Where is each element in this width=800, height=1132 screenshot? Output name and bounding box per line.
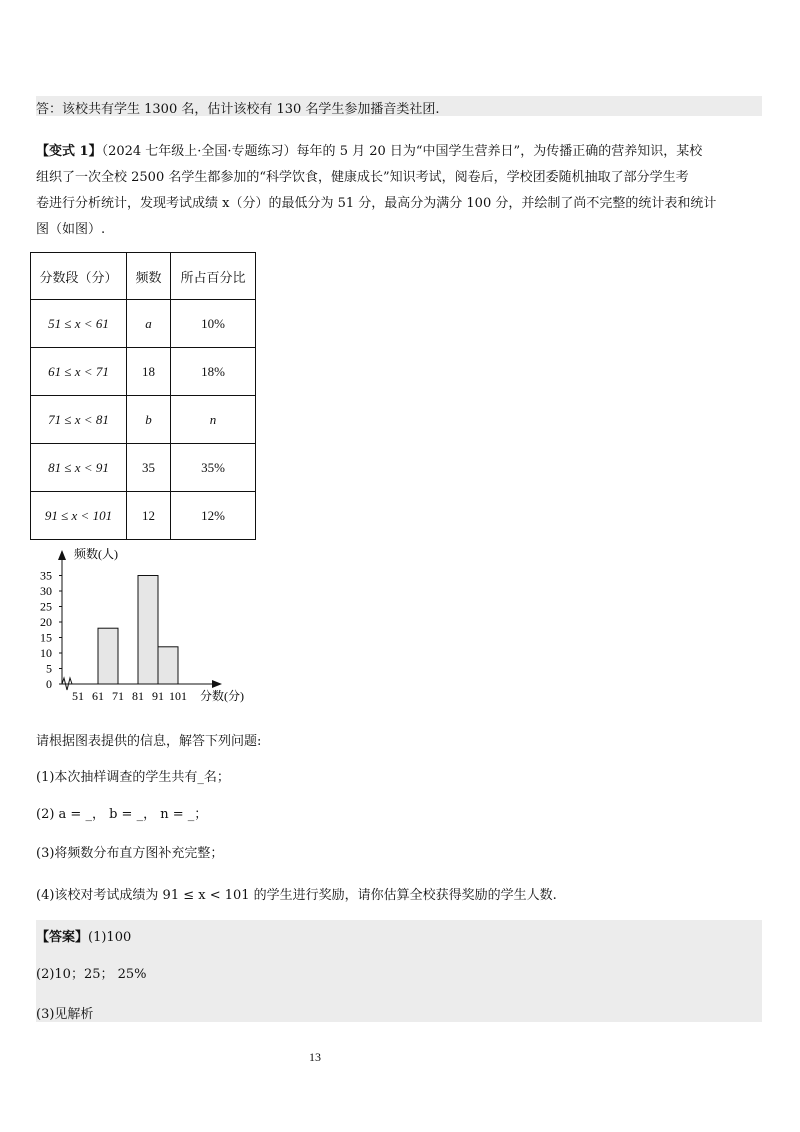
answer-3: (3)见解析 [36,1007,94,1022]
y-tick-label: 35 [40,568,52,583]
prompt-text: 请根据图表提供的信息，解答下列问题: [36,734,262,749]
y-tick-label: 0 [46,677,52,691]
x-tick-label: 51 [72,689,84,703]
answer-1: (1)100 [88,930,132,945]
y-tick-label: 20 [40,615,52,629]
y-tick-label: 25 [40,599,52,614]
frequency-histogram [30,548,270,708]
table-cell: 18 [127,348,171,396]
bars [98,576,178,685]
y-axis-label: 频数(人) [74,548,118,561]
table-row [31,492,256,540]
answer-line-1 [36,926,131,945]
table-header-row [31,253,256,300]
variant-text-1: （2024 七年级上·全国·专题练习）每年的 5 月 20 日为“中国学生营养日”，为传播正确的营养知识，某校 [101,144,703,159]
table-cell: 18% [171,348,256,396]
table-cell: a [127,300,171,348]
variant-line-4: 图（如图）. [36,222,106,237]
table-cell: 71 ≤ x < 81 [31,396,127,444]
variant-line-2: 组织了一次全校 2500 名学生都参加的“科学饮食，健康成长”知识考试，阅卷后，学校团委随机抽取了部分学生考 [36,170,689,185]
table-cell: 12 [127,492,171,540]
x-tick-label: 71 [112,689,124,703]
table-row [31,396,256,444]
y-tick-label: 10 [40,646,52,660]
table-row [31,348,256,396]
table-cell: 12% [171,492,256,540]
question-1: (1)本次抽样调查的学生共有_名； [36,770,230,785]
question-4: (4)该校对考试成绩为 91 ≤ x < 101 的学生进行奖励，请你估算全校获得奖励的学生人数. [36,888,557,903]
variant-line-3: 卷进行分析统计，发现考试成绩 x（分）的最低分为 51 分，最高分为满分 100 分，并绘制了尚不完整的统计表和统计 [36,196,717,211]
histogram-bar [98,628,118,684]
prev-answer: 答：该校共有学生 1300 名，估计该校有 130 名学生参加播音类社团. [36,102,440,117]
histogram-bar [138,576,158,685]
header-cell: 分数段（分） [31,253,127,300]
table-cell: 10% [171,300,256,348]
table-cell: 35% [171,444,256,492]
stats-table [30,252,256,540]
y-tick-label: 5 [46,661,52,676]
header-cell: 所占百分比 [171,253,256,300]
x-tick-label: 81 [132,689,144,703]
x-tick-label: 91 [152,689,164,703]
table-cell: 61 ≤ x < 71 [31,348,127,396]
y-axis-arrow [58,550,66,560]
table-cell: 91 ≤ x < 101 [31,492,127,540]
answer-tag: 【答案】 [36,930,89,945]
header-cell: 频数 [127,253,171,300]
variant-line-1 [36,140,702,159]
page-number: 13 [309,1050,321,1064]
y-tick-label: 30 [40,584,52,598]
histogram-bar [158,647,178,684]
table-cell: n [171,396,256,444]
table-cell: b [127,396,171,444]
x-axis-arrow [212,680,222,688]
x-axis-label: 分数(分) [200,689,244,703]
question-3: (3)将频数分布直方图补充完整； [36,846,224,861]
y-tick-label: 15 [40,630,52,645]
answer-2: (2)10；25； 25% [36,967,147,982]
table-row [31,300,256,348]
question-2: (2) a = _， b = _， n = _； [36,807,208,822]
variant-tag: 【变式 1】 [36,144,102,159]
x-tick-label: 101 [169,689,187,703]
table-cell: 51 ≤ x < 61 [31,300,127,348]
table-cell: 35 [127,444,171,492]
table-row [31,444,256,492]
table-cell: 81 ≤ x < 91 [31,444,127,492]
x-tick-label: 61 [92,689,104,703]
